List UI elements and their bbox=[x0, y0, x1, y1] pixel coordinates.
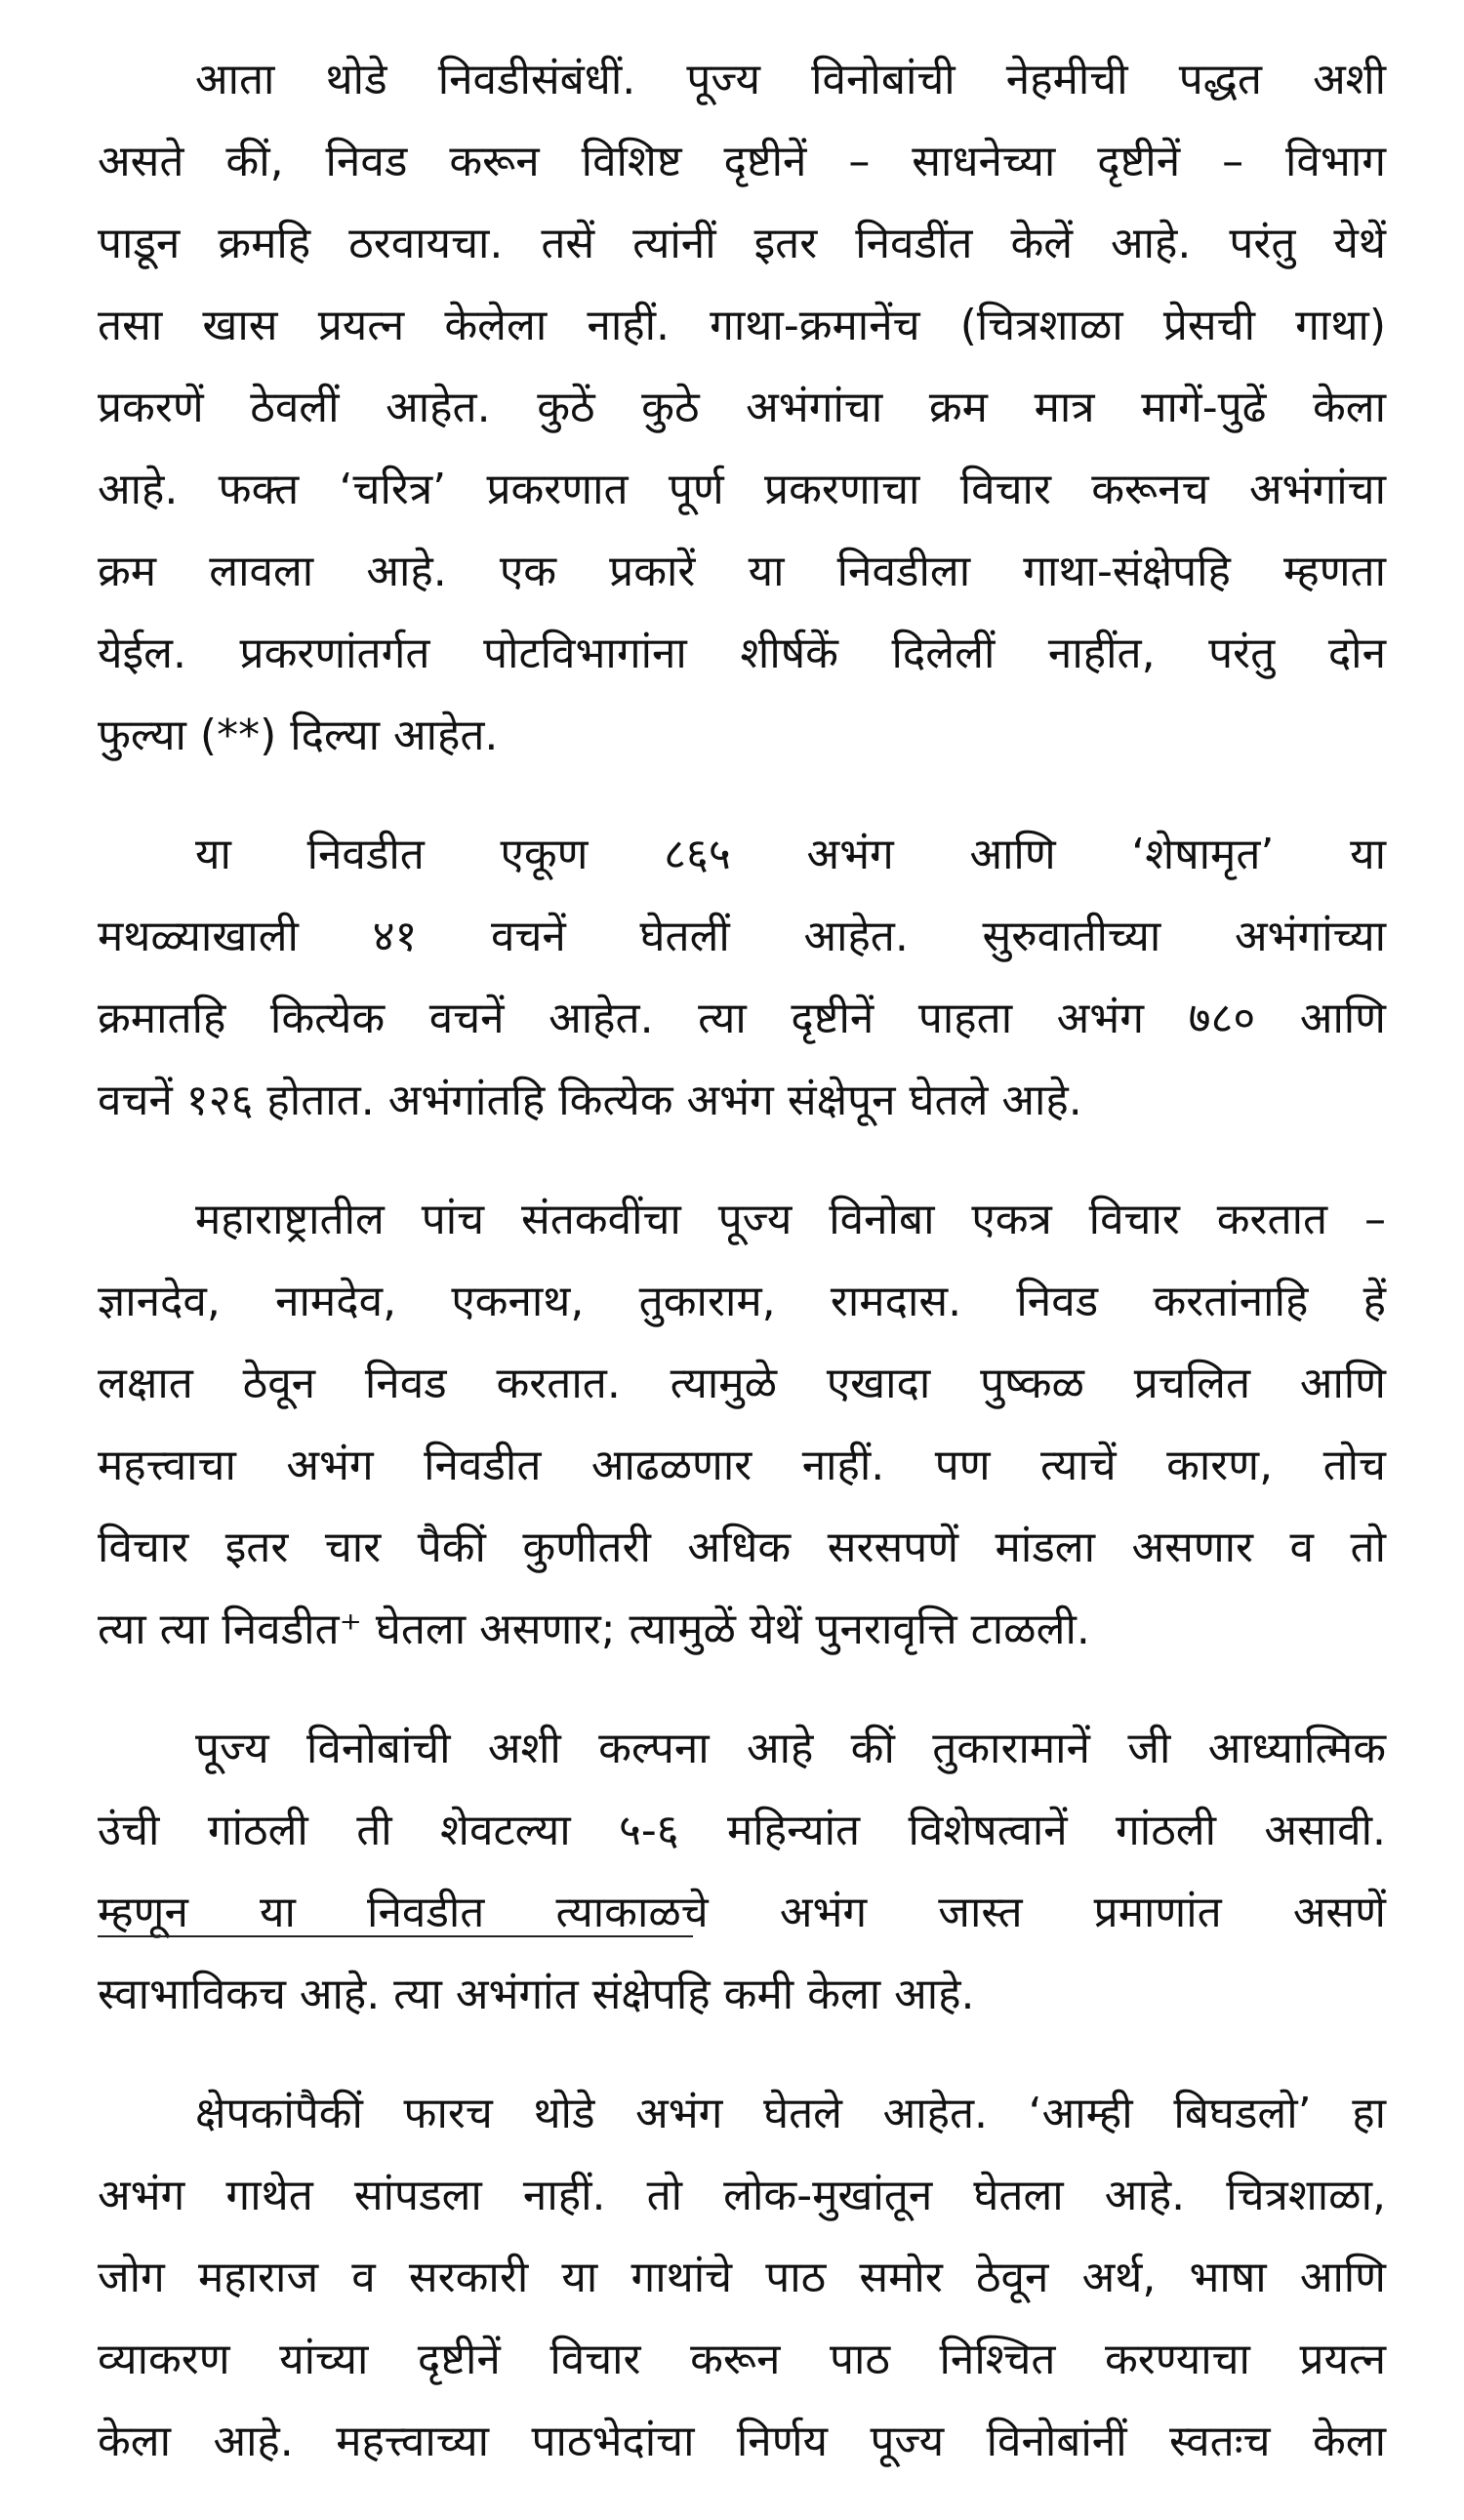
footnote-divider bbox=[98, 1935, 693, 1937]
text-line: येईल. प्रकरणांतर्गत पोटविभागांना शीर्षकें दिलेलीं नाहींत, परंतु दोन bbox=[98, 629, 1386, 678]
text-line: असते कीं, निवड करून विशिष्ट दृष्टीनें – साधनेच्या दृष्टीनें – विभाग bbox=[98, 137, 1386, 186]
text-line: जोग महाराज व सरकारी या गाथांचे पाठ समोर ठेवून अर्थ, भाषा आणि bbox=[98, 2253, 1386, 2302]
text-line: आहे. फक्त ‘चरित्र’ प्रकरणात पूर्ण प्रकरणाचा विचार करूनच अभंगांचा bbox=[98, 465, 1386, 514]
text-line: क्रमातहि कित्येक वचनें आहेत. त्या दृष्टीनें पाहता अभंग ७८० आणि bbox=[98, 994, 1386, 1043]
paragraph-five-saints bbox=[98, 1179, 1386, 1671]
text-line: वचनें १२६ होतात. अभंगांतहि कित्येक अभंग संक्षेपून घेतले आहे. bbox=[98, 1076, 1082, 1125]
text-line: महत्त्वाचा अभंग निवडीत आढळणार नाहीं. पण त्याचें कारण, तोच bbox=[98, 1441, 1386, 1490]
text-line: महाराष्ट्रातील पांच संतकवींचा पूज्य विनोबा एकत्र विचार करतात – bbox=[195, 1195, 1386, 1244]
text-line: त्या त्या निवडीत⁺ घेतला असणार; त्यामुळें येथें पुनरावृत्ति टाळली. bbox=[98, 1605, 1090, 1654]
paragraph-counts bbox=[98, 814, 1386, 1142]
text-line: अभंग गाथेत सांपडला नाहीं. तो लोक-मुखांतून घेतला आहे. चित्रशाळा, bbox=[98, 2171, 1386, 2220]
text-line: विचार इतर चार पैकीं कुणीतरी अधिक सरसपणें मांडला असणार व तो bbox=[98, 1523, 1386, 1572]
text-line: उंची गांठली ती शेवटल्या ५-६ महिन्यांत विशेषत्वानें गांठली असावी. bbox=[98, 1806, 1386, 1855]
text-line: व्याकरण यांच्या दृष्टीनें विचार करून पाठ निश्चित करण्याचा प्रयत्न bbox=[98, 2335, 1386, 2384]
text-line: प्रकरणें ठेवलीं आहेत. कुठें कुठे अभंगांचा क्रम मात्र मागें-पुढें केला bbox=[98, 383, 1386, 432]
document-page bbox=[98, 39, 1386, 2520]
text-line: ज्ञानदेव, नामदेव, एकनाथ, तुकाराम, रामदास. निवड करतांनाहि हें bbox=[98, 1277, 1386, 1326]
text-line: लक्षात ठेवून निवड करतात. त्यामुळे एखादा पुष्कळ प्रचलित आणि bbox=[98, 1359, 1386, 1408]
text-line: मथळ्याखाली ४१ वचनें घेतलीं आहेत. सुरुवातीच्या अभंगांच्या bbox=[98, 912, 1386, 961]
text-line: पाडून क्रमहि ठरवायचा. तसें त्यांनीं इतर निवडींत केलें आहे. परंतु येथें bbox=[98, 219, 1386, 268]
text-line: तसा खास प्रयत्न केलेला नाहीं. गाथा-क्रमानेंच (चित्रशाळा प्रेसची गाथा) bbox=[98, 301, 1386, 350]
text-line: केला आहे. महत्त्वाच्या पाठभेदांचा निर्णय पूज्य विनोबांनीं स्वतःच केला bbox=[98, 2417, 1386, 2466]
text-line: आता थोडे निवडीसंबंधीं. पूज्य विनोबांची नेहमीची पद्धत अशी bbox=[195, 55, 1386, 104]
paragraph-selection-method bbox=[98, 39, 1386, 777]
text-line: पूज्य विनोबांची अशी कल्पना आहे कीं तुकारामानें जी आध्यात्मिक bbox=[195, 1724, 1386, 1773]
paragraph-interpolations bbox=[98, 2073, 1386, 2483]
paragraph-spiritual-height bbox=[98, 1708, 1386, 2036]
text-line: क्रम लावला आहे. एक प्रकारें या निवडीला गाथा-संक्षेपहि म्हणता bbox=[98, 547, 1386, 596]
text-line: या निवडीत एकूण ८६५ अभंग आणि ‘शेषामृत’ या bbox=[195, 830, 1386, 879]
text-line: क्षेपकांपैकीं फारच थोडे अभंग घेतले आहेत. ‘आम्ही बिघडलो’ हा bbox=[195, 2089, 1386, 2138]
text-line: फुल्या (**) दिल्या आहेत. bbox=[98, 711, 499, 760]
text-line: म्हणून या निवडीत त्याकाळचे अभंग जास्त प्रमाणांत असणें bbox=[98, 1888, 1386, 1937]
text-line: स्वाभाविकच आहे. त्या अभंगांत संक्षेपहि कमी केला आहे. bbox=[98, 1970, 975, 2019]
